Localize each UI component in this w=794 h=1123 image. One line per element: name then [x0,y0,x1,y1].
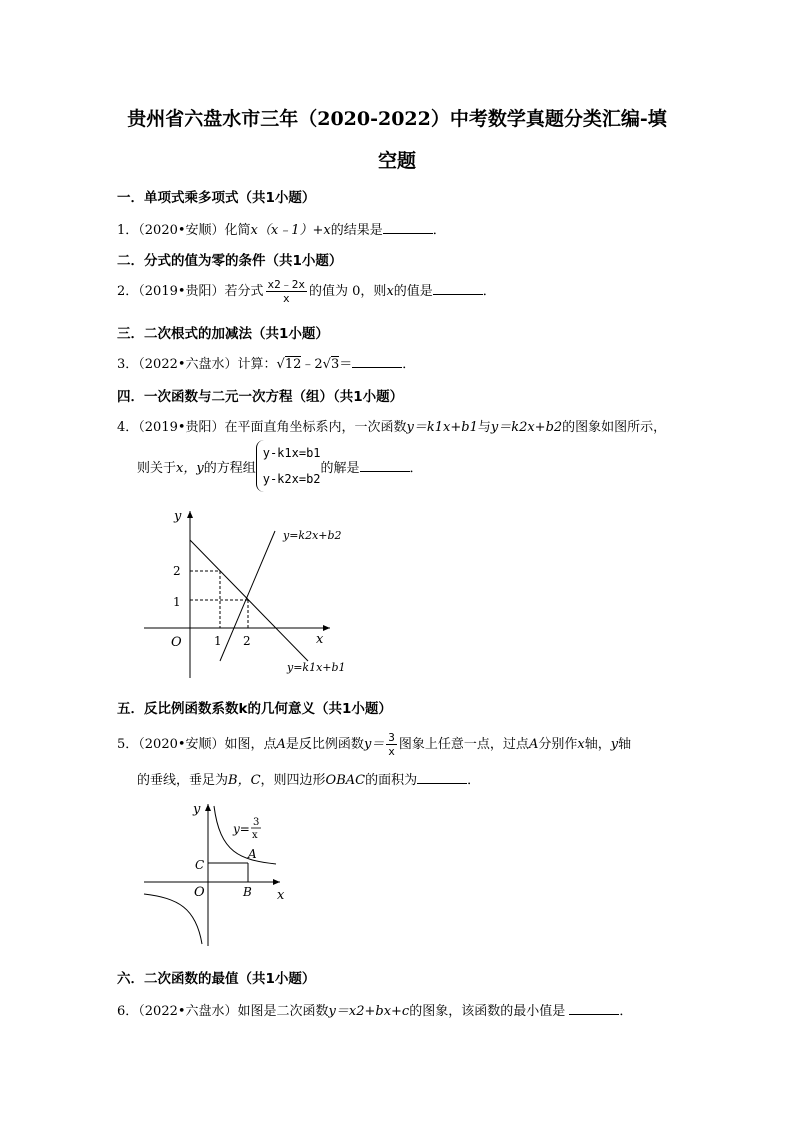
x-tick-label-1: 1 [214,634,222,648]
section-heading-5: 五．反比例函数系数k的几何意义（共1小题） [117,701,392,717]
q5-yaxis: y [610,737,619,752]
sqrt-icon: √ [276,357,285,372]
answer-blank [352,355,402,368]
q5-line2-suffix: 的面积为 [365,773,418,788]
y-tick-label-2: 2 [173,564,181,578]
q6-end: ． [619,1004,633,1019]
q5-y: y＝ [363,737,385,752]
q2-var: x [386,284,394,299]
y-axis-label: y [193,802,201,817]
q4-line1-suffix: 的图象如图所示， [562,420,667,435]
curve-label-numerator: 3 [253,817,260,828]
answer-blank [383,221,433,234]
q4-line2-mid: 的方程组 [203,461,256,476]
q5-xaxis: x [577,737,585,752]
q5-line1-suffix2: 分别作 [538,737,578,752]
point-C-label: C [195,858,205,872]
question-6 [117,1000,632,1019]
inverse-function-graph [140,798,300,950]
q4-line2-prefix: 则关于 [137,461,177,476]
q5-line1-mid: 是反比例函数 [285,737,364,752]
question-4-line1 [117,416,666,435]
q2-denominator: x [282,292,290,305]
question-2 [117,278,496,305]
page-title-line2: 空题 [377,150,416,172]
x-axis-arrow-icon [273,879,280,885]
q2-end: ． [482,284,496,299]
q3-prefix: 3．（2022•六盘水）计算： [117,357,277,372]
q4-line2-suffix: 的解是 [320,461,360,476]
q5-line1-prefix: 5．（2020•安顺）如图，点 [117,737,277,752]
q4-function-2: y＝k2x+b2 [490,420,563,435]
q4-function-1: y＝k1x+b1 [406,420,478,435]
section-heading-2: 二．分式的值为零的条件（共1小题） [117,253,343,269]
sqrt-icon: √ [322,357,331,372]
answer-blank [417,771,467,784]
q4-line1-prefix: 4．（2019•贵阳）在平面直角坐标系内，一次函数 [117,420,407,435]
q5-end: ． [467,773,481,788]
q6-suffix: 的图象，该函数的最小值是 [409,1004,566,1019]
q1-expression: x（x﹣1）+x [250,223,331,238]
point-A-label: A [248,847,257,861]
y-axis-label: y [174,509,182,524]
q5-fraction [386,731,397,758]
q4-conj: 与 [477,420,491,435]
q3-radicand-2: 3 [330,357,340,372]
q5-denominator: x [388,745,395,758]
q5-point-A2: A [528,737,539,752]
q5-point-A: A [276,737,286,752]
y-tick-label-1: 1 [173,595,181,609]
line-k1-label: y=k1x+b1 [287,661,346,674]
answer-blank [433,282,483,295]
q5-quad: OBAC [325,773,366,788]
y-axis-arrow-icon [187,511,193,518]
q4-vars: x，y [176,461,204,476]
point-B-label: B [243,885,252,899]
q2-prefix: 2．（2019•贵阳）若分式 [117,284,264,299]
q6-prefix: 6．（2022•六盘水）如图是二次函数 [117,1004,329,1019]
q1-suffix: 的结果是 [330,223,383,238]
question-5-line2 [137,769,480,788]
q2-numerator: x2﹣2x [267,278,306,291]
y-axis-arrow-icon [205,804,211,811]
hyperbola-branch-2 [144,894,202,944]
q5-line1-suffix: 图象上任意一点，过点 [398,737,529,752]
q5-bc: B，C [228,773,261,788]
q2-suffix: 的值为 0，则 [309,284,387,299]
section-heading-4: 四．一次函数与二元一次方程（组）（共1小题） [117,389,404,405]
q4-equation-1: y-k1x=b1 [262,446,321,460]
question-4-line2 [137,440,423,492]
q4-end: ． [409,461,423,476]
q4-equation-2: y-k2x=b2 [262,472,321,486]
curve-label: y= [233,822,250,836]
q3-mid: ﹣2 [301,357,323,372]
q6-expression: y＝x2+bx+c [328,1004,410,1019]
q5-line1-suffix4: 轴 [618,737,632,752]
x-axis-label: x [277,888,285,903]
section-heading-6: 六．二次函数的最值（共1小题） [117,971,316,987]
q5-line2-prefix: 的垂线，垂足为 [137,773,229,788]
question-5-line1 [117,731,631,758]
q5-line2-mid: ，则四边形 [260,773,326,788]
q3-radicand-1: 12 [284,357,302,372]
question-1 [117,219,446,238]
section-heading-1: 一．单项式乘多项式（共1小题） [117,190,316,206]
linear-functions-graph [130,503,360,683]
q2-fraction [266,278,308,305]
section-heading-3: 三．二次根式的加减法（共1小题） [117,326,329,342]
q5-line1-suffix3: 轴， [584,737,611,752]
x-axis-arrow-icon [323,625,330,631]
answer-blank [569,1002,619,1015]
q1-end: ． [432,223,446,238]
page-title-line1: 贵州省六盘水市三年（2020-2022）中考数学真题分类汇编-填 [127,108,667,130]
q3-end: ． [402,357,416,372]
answer-blank [360,459,410,472]
q5-numerator: 3 [388,731,395,744]
curve-label-denominator: x [252,830,258,841]
x-axis-label: x [316,632,324,647]
q3-suffix: ＝ [339,357,353,372]
equation-system [256,440,321,492]
line-k2-label: y=k2x+b2 [283,529,342,542]
q2-suffix2: 的值是 [393,284,433,299]
origin-label: O [171,635,182,650]
question-3 [117,353,415,372]
x-tick-label-2: 2 [243,634,251,648]
origin-label: O [194,885,205,900]
q1-prefix: 1．（2020•安顺）化简 [117,223,251,238]
